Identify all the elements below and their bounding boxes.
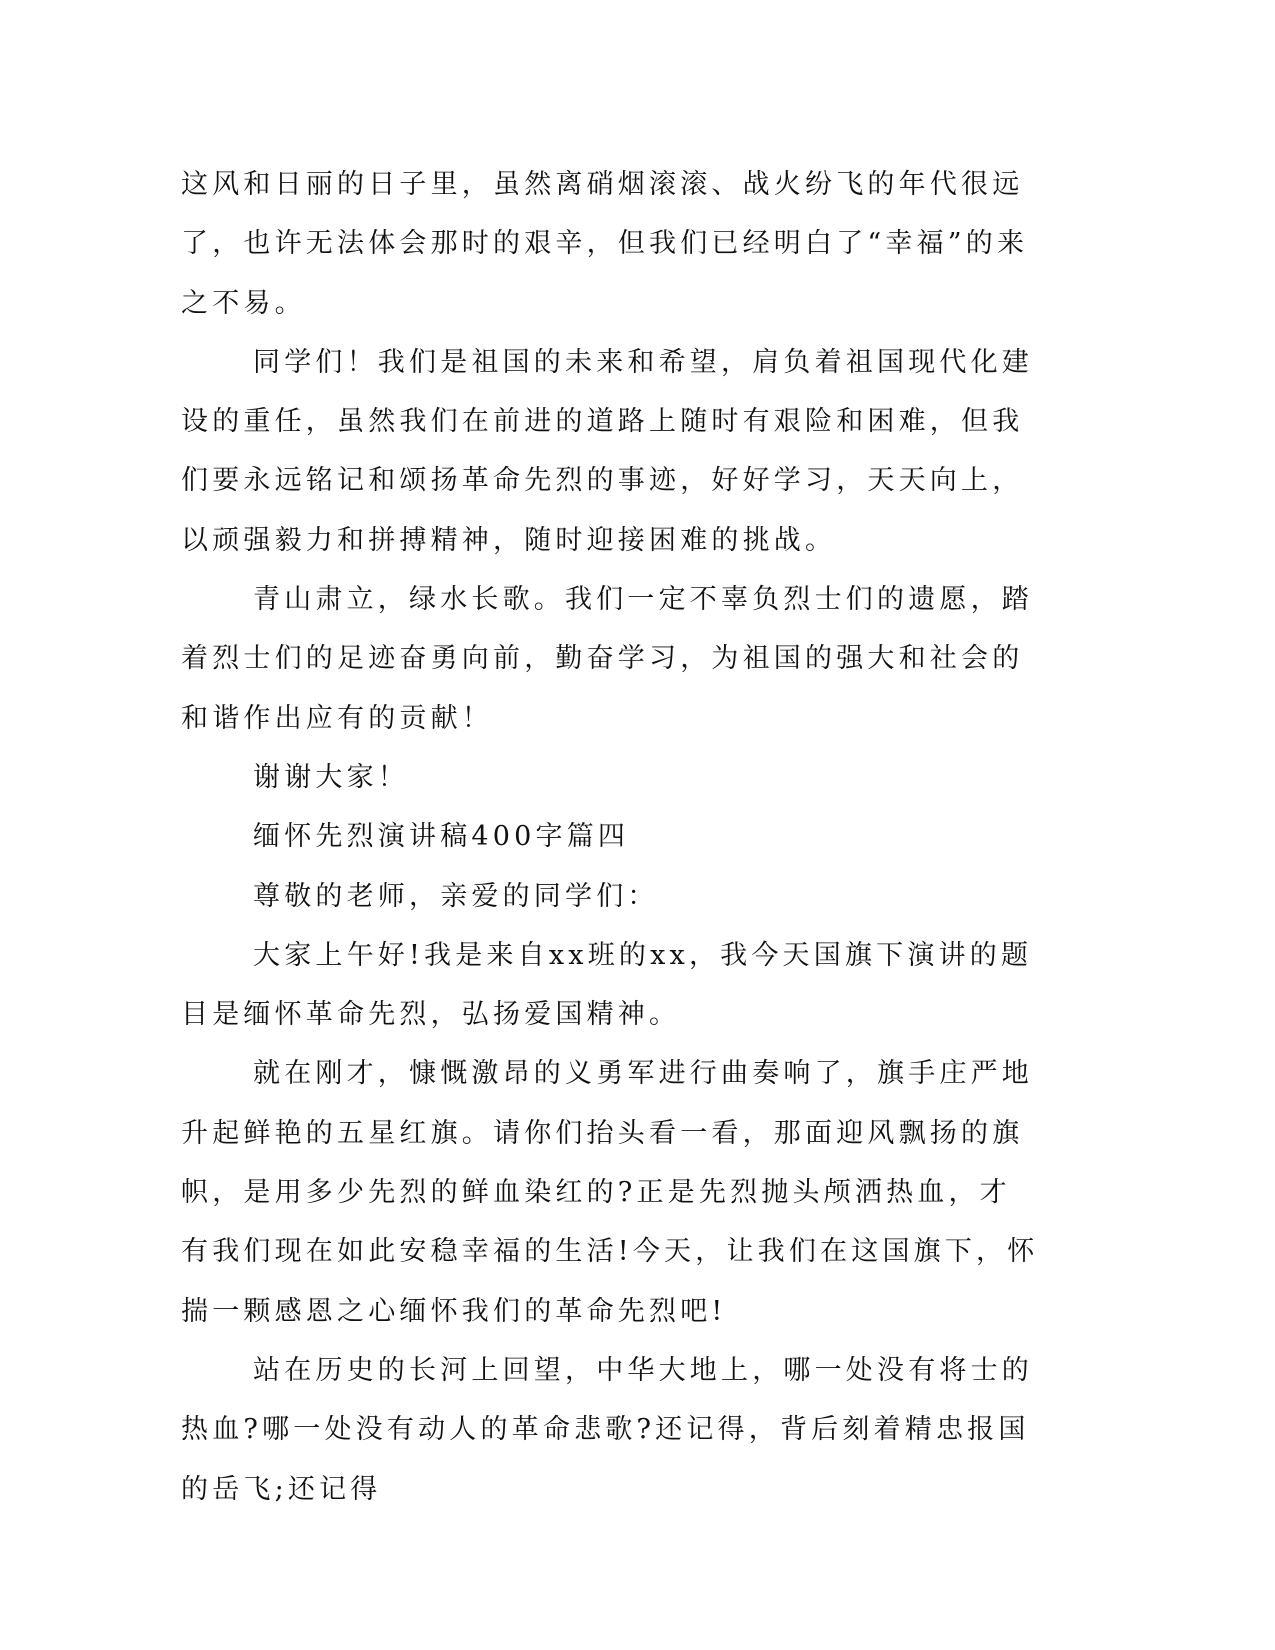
paragraph-pledge: 青山肃立，绿水长歌。我们一定不辜负烈士们的遗愿，踏着烈士们的足迹奋勇向前，勤奋学习，为祖国的强大和社会的和谐作出应有的贡献！ (181, 584, 1033, 734)
paragraph-history: 站在历史的长河上回望，中华大地上，哪一处没有将士的热血?哪一处没有动人的革命悲歌?还记得，背后刻着精忠报国的岳飞;还记得 (181, 1354, 1033, 1505)
paragraph-thanks: 谢谢大家！ (253, 761, 409, 793)
paragraph-introduction: 大家上午好!我是来自xx班的xx，我今天国旗下演讲的题目是缅怀革命先烈，弘扬爱国精神。 (181, 939, 1033, 1031)
paragraph-continuation: 这风和日丽的日子里，虽然离硝烟滚滚、战火纷飞的年代很远了，也许无法体会那时的艰辛，但我们已经明白了“幸福”的来之不易。 (181, 169, 1029, 319)
paragraph-responsibility: 同学们！我们是祖国的未来和希望，肩负着祖国现代化建设的重任，虽然我们在前进的道路上随时有艰险和困难，但我们要永远铭记和颂扬革命先烈的事迹，好好学习，天天向上，以顽强毅力和拼搏精神，随时迎接困难的挑战。 (181, 346, 1033, 556)
paragraph-flag-raising: 就在刚才，慷慨激昂的义勇军进行曲奏响了，旗手庄严地升起鲜艳的五星红旗。请你们抬头看一看，那面迎风飘扬的旗帜，是用多少先烈的鲜血染红的?正是先烈抛头颅洒热血，才有我们现在如此安稳幸福的生活!今天，让我们在这国旗下，怀揣一颗感恩之心缅怀我们的革命先烈吧! (181, 1058, 1039, 1327)
salutation: 尊敬的老师，亲爱的同学们： (253, 880, 659, 912)
section-title: 缅怀先烈演讲稿400字篇四 (253, 821, 630, 853)
document-body (181, 155, 1041, 1519)
